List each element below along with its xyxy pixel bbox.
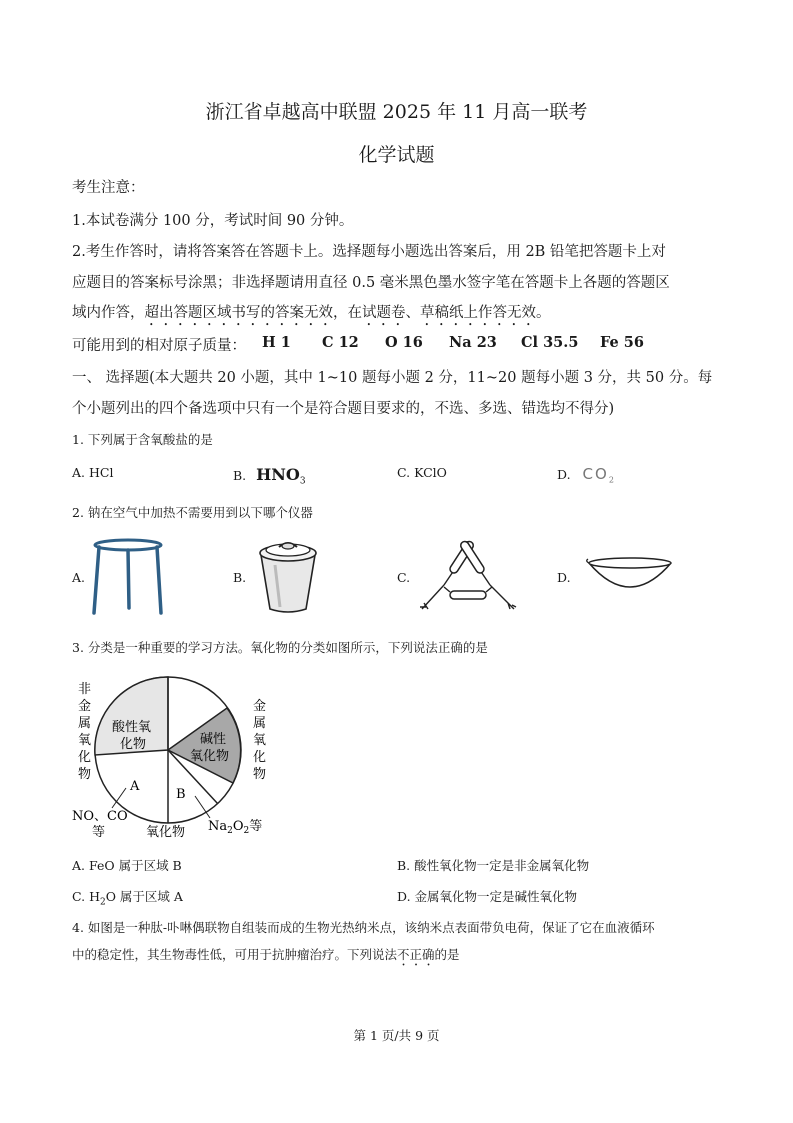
- subscript: 2: [608, 475, 614, 485]
- q2-option-c-label: C.: [397, 570, 411, 585]
- formula: CO: [582, 465, 609, 483]
- diagram-label: 属: [253, 716, 267, 731]
- oxide-label: 氧化物: [146, 825, 186, 840]
- emphasized-text: 草稿纸上作答无效: [420, 305, 536, 321]
- tripod-stand-icon: [88, 538, 168, 616]
- option-text: C. H: [72, 889, 100, 904]
- diagram-label: 氧: [78, 733, 92, 748]
- emphasized-text: 不正确: [397, 947, 435, 962]
- diagram-label: 化: [253, 750, 267, 765]
- section-1-line-2: 个小题列出的四个备选项中只有一个是符合题目要求的，不选、多选、错选均不得分): [72, 401, 615, 417]
- q1-option-c: C. KClO: [397, 465, 447, 480]
- no-co-deng-label: 等: [92, 825, 106, 840]
- exam-subject: 化学试题: [358, 144, 435, 166]
- question-1-stem: 1. 下列属于含氧酸盐的是: [72, 432, 213, 447]
- diagram-label: 化: [78, 750, 92, 765]
- na2o2-label: $Na_2O_2$等: [208, 819, 263, 836]
- atomic-mass-c: C 12: [322, 334, 359, 351]
- q3-option-b: B. 酸性氧化物一定是非金属氧化物: [397, 858, 590, 873]
- no-co-label: NO、CO: [72, 809, 128, 824]
- notice-text: 、: [405, 305, 420, 321]
- basic-oxide-label: 氧化物: [190, 749, 230, 764]
- q1-option-b: [233, 465, 306, 487]
- diagram-label: 物: [78, 767, 92, 782]
- subscript: 2: [99, 897, 106, 908]
- oxide-classification-diagram: [70, 668, 280, 843]
- question-2-stem: 2. 钠在空气中加热不需要用到以下哪个仪器: [72, 505, 313, 520]
- notice-item-2-line-3: [72, 301, 551, 329]
- evaporating-dish-icon: [585, 555, 675, 605]
- notice-text: 域内作答，: [72, 305, 145, 321]
- section-1-line-1: 一、 选择题(本大题共 20 小题，其中 1~10 题每小题 2 分，11~20 题每小题 3 分，共 50 分。每: [72, 370, 713, 386]
- atomic-mass-o: O 16: [385, 334, 423, 351]
- diagram-label: 金: [253, 699, 267, 714]
- option-label: D.: [557, 467, 571, 482]
- diagram-label: 非: [78, 682, 92, 697]
- clay-triangle-icon: [414, 537, 524, 617]
- notice-text: ，在: [333, 305, 362, 321]
- q1-option-a: A. HCl: [72, 465, 114, 480]
- notice-heading: 考生注意：: [72, 180, 145, 196]
- formula: HNO: [256, 465, 300, 484]
- diagram-label: 物: [253, 767, 267, 782]
- q3-option-c: [72, 887, 183, 908]
- notice-text: 。: [536, 305, 551, 321]
- emphasized-text: 试题卷: [362, 305, 406, 321]
- acidic-oxide-label: 酸性氧: [112, 720, 152, 735]
- diagram-label: 属: [78, 716, 92, 731]
- question-3-stem: 3. 分类是一种重要的学习方法。氧化物的分类如图所示，下列说法正确的是: [72, 640, 488, 655]
- diagram-label: 金: [78, 699, 92, 714]
- q3-option-a: A. FeO 属于区域 B: [72, 858, 182, 873]
- atomic-masses-label: 可能用到的相对原子质量：: [72, 338, 246, 354]
- option-label: B.: [233, 468, 247, 483]
- crucible-icon: [253, 537, 323, 615]
- question-text: 中的稳定性，其生物毒性低，可用于抗肿瘤治疗。下列说法: [72, 947, 398, 962]
- q2-option-d-label: D.: [557, 570, 571, 585]
- q1-option-d: [557, 465, 614, 485]
- q2-option-a-label: A.: [72, 570, 86, 585]
- subscript: 3: [299, 476, 306, 487]
- basic-oxide-label: 碱性: [200, 732, 227, 747]
- option-text: O 属于区域 A: [105, 889, 183, 904]
- notice-item-2-line-2: 应题目的答案标号涂黑；非选择题请用直径 0.5 毫米黑色墨水签字笔在答题卡上各题的答题区: [72, 275, 670, 291]
- page-number: 第 1 页/共 9 页: [353, 1028, 440, 1043]
- diagram-label: 氧: [253, 733, 267, 748]
- q2-option-b-label: B.: [233, 570, 247, 585]
- exam-title: 浙江省卓越高中联盟 2025 年 11 月高一联考: [205, 101, 588, 123]
- region-b-label: B: [176, 787, 186, 802]
- atomic-mass-h: H 1: [262, 334, 291, 351]
- question-text: 的是: [434, 947, 460, 962]
- atomic-mass-fe: Fe 56: [600, 334, 644, 351]
- notice-item-2-line-1: 2.考生作答时，请将答案答在答题卡上。选择题每小题选出答案后，用 2B 铅笔把答题卡上对: [72, 244, 666, 260]
- atomic-masses-row: [72, 334, 246, 355]
- question-4-line-1: 4. 如图是一种肽-卟啉偶联物自组装而成的生物光热纳米点，该纳米点表面带负电荷，保证了它在血液循环: [72, 920, 655, 935]
- atomic-mass-na: Na 23: [449, 334, 497, 351]
- region-a-label: A: [130, 779, 140, 794]
- emphasized-text: 超出答题区域书写的答案无效: [144, 305, 333, 321]
- notice-item-1: 1.本试卷满分 100 分，考试时间 90 分钟。: [72, 213, 354, 229]
- q3-option-d: D. 金属氧化物一定是碱性氧化物: [397, 889, 578, 904]
- question-4-line-2: [72, 945, 460, 969]
- atomic-mass-cl: Cl 35.5: [521, 334, 579, 351]
- acidic-oxide-label: 化物: [120, 737, 147, 752]
